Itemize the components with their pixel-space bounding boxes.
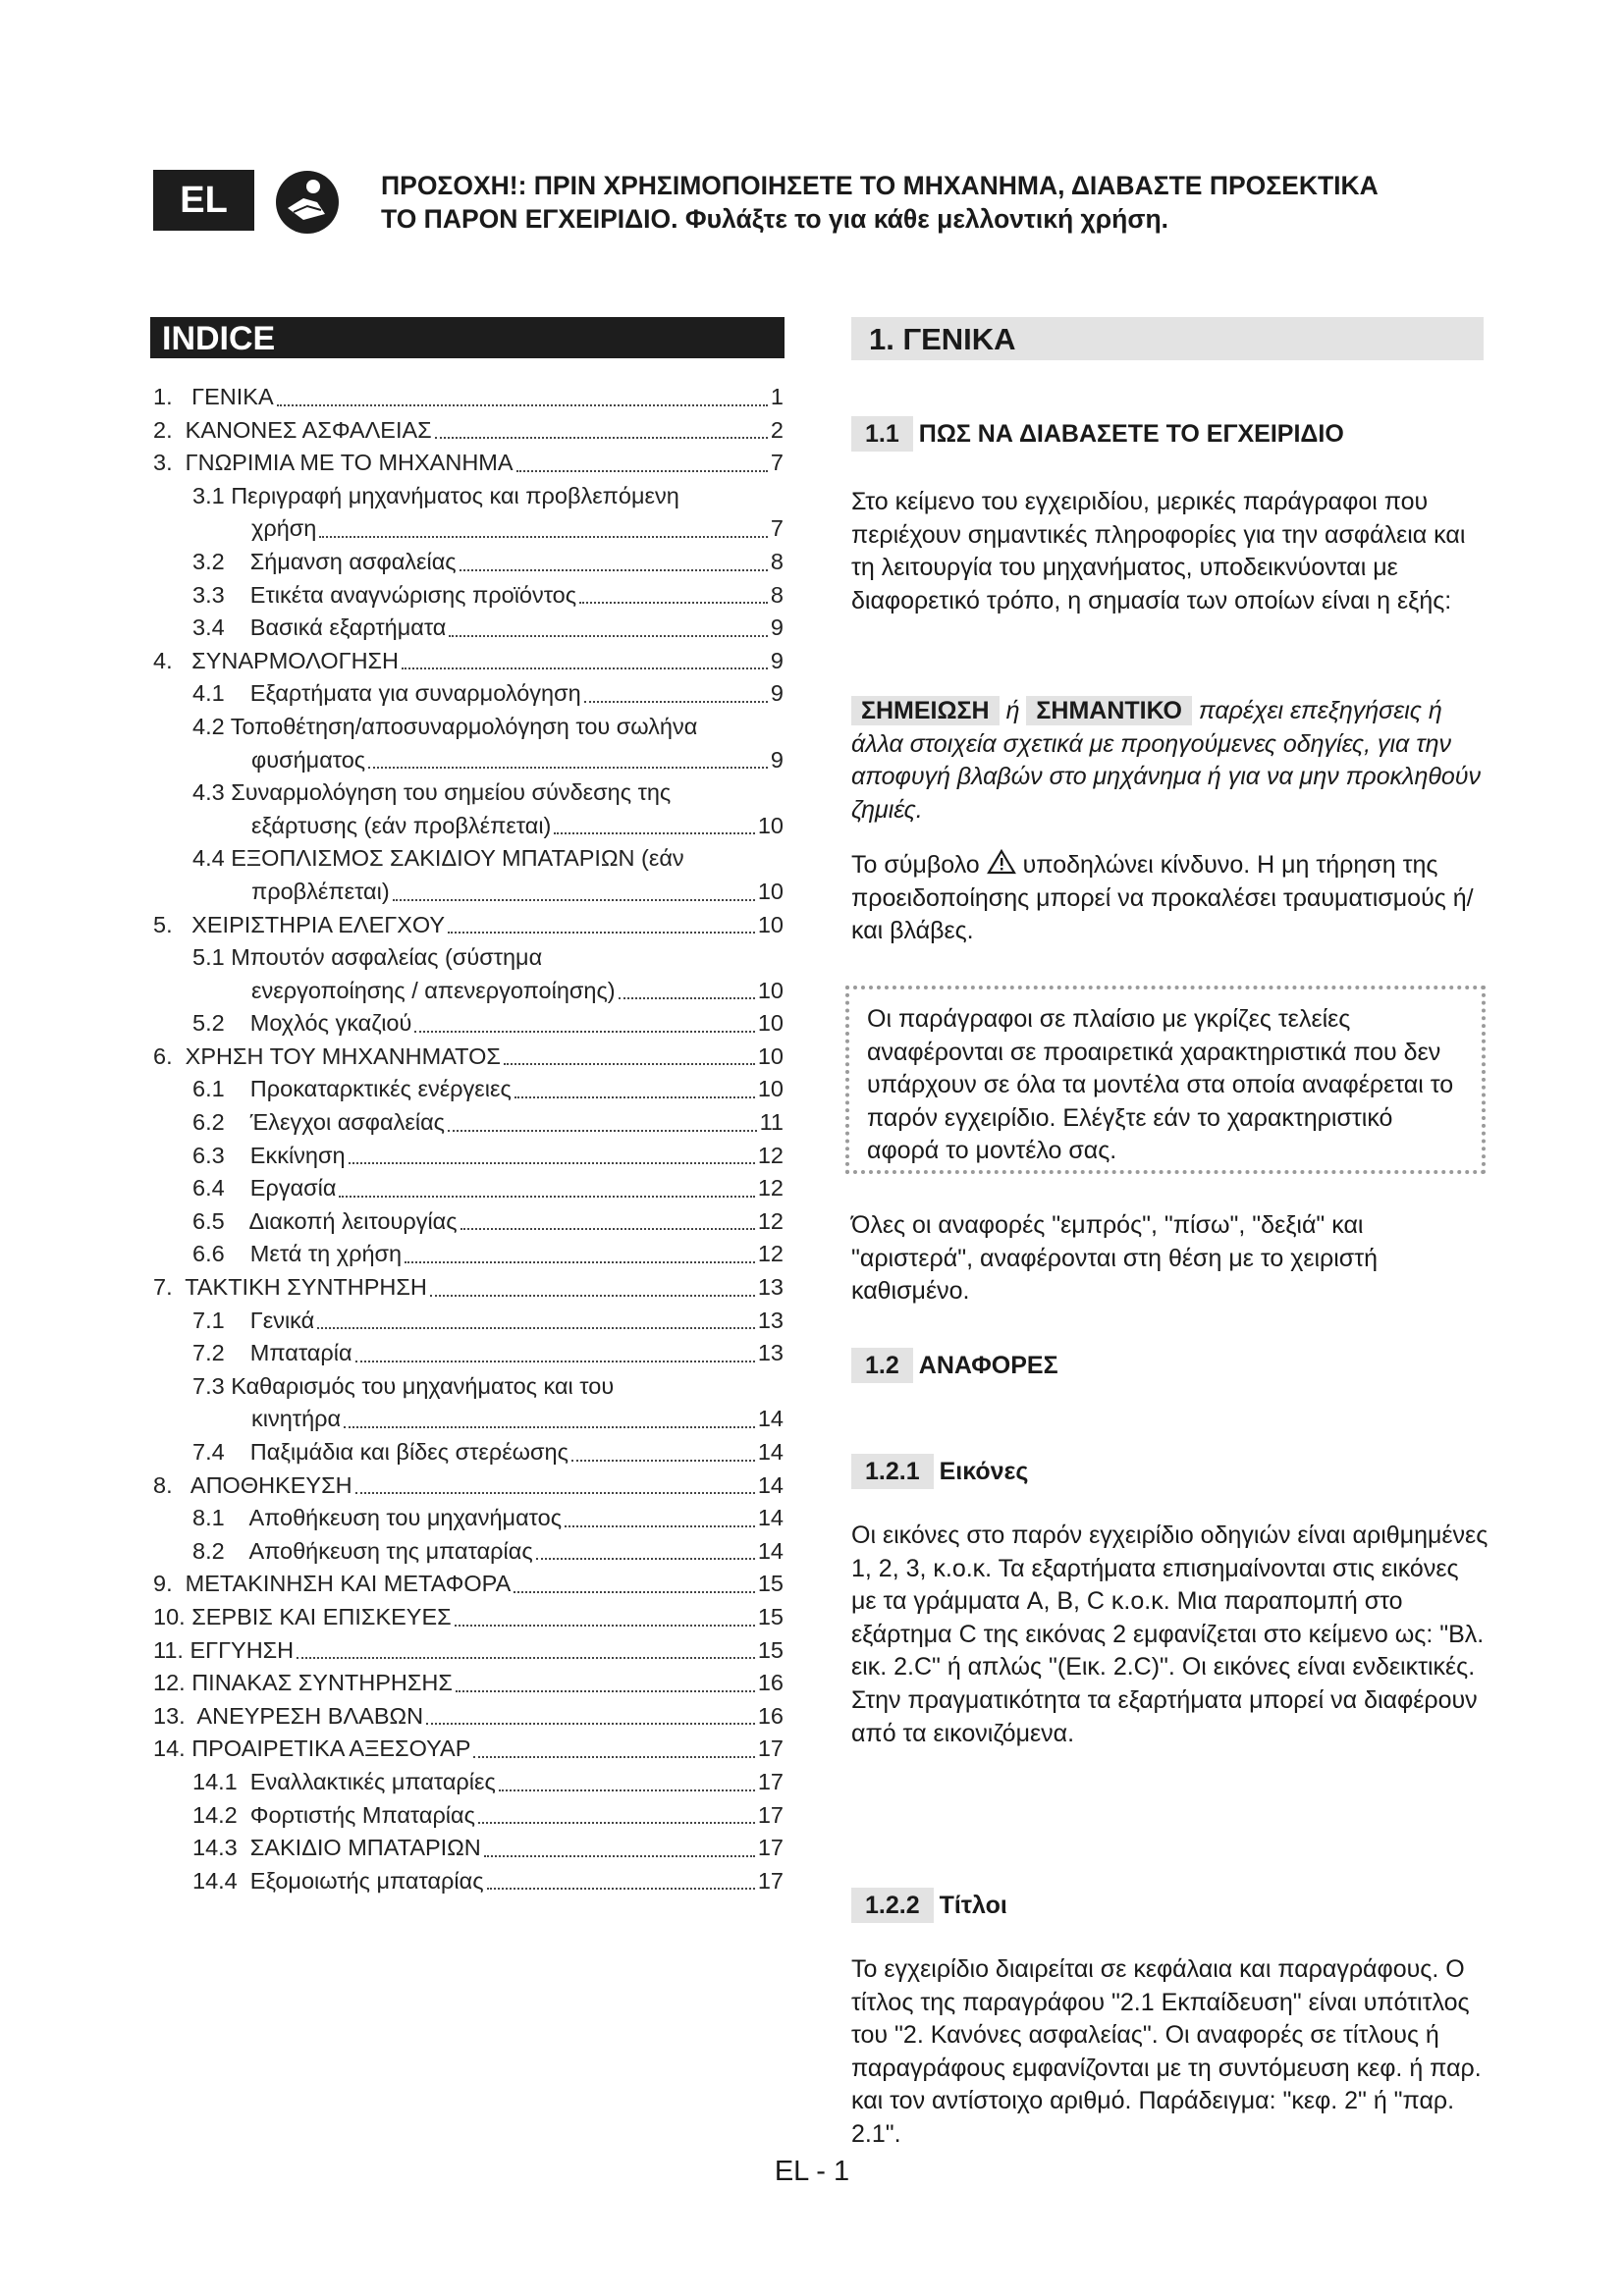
toc-entry-label: 6.1 Προκαταρκτικές ενέργειες xyxy=(192,1076,512,1102)
toc-entry-line: 4.3 Συναρμολόγηση του σημείου σύνδεσης της xyxy=(192,779,672,806)
note-text-1: παρέχει xyxy=(1198,697,1284,724)
toc-entry-label: 7. ΤΑΚΤΙΚΗ ΣΥΝΤΗΡΗΣΗ xyxy=(153,1274,427,1301)
toc-entry-label: 6. ΧΡΗΣΗ ΤΟΥ ΜΗΧΑΝΗΜΑΤΟΣ xyxy=(153,1042,501,1069)
toc-entry[interactable] xyxy=(153,1436,784,1469)
toc-leader-dots xyxy=(516,470,768,472)
toc-entry-label: κινητήρα xyxy=(251,1406,342,1432)
toc-entry-page: 13 xyxy=(757,1340,784,1366)
toc-entry[interactable] xyxy=(153,677,784,711)
toc-leader-dots xyxy=(455,1625,755,1627)
toc-entry[interactable] xyxy=(153,810,784,843)
toc-entry[interactable] xyxy=(153,1403,784,1436)
toc-entry[interactable] xyxy=(153,909,784,942)
toc-entry[interactable] xyxy=(153,1106,784,1140)
toc-entry[interactable] xyxy=(153,645,784,678)
toc-leader-dots xyxy=(317,1327,755,1329)
toc-entry[interactable] xyxy=(153,1073,784,1106)
toc-entry-page: 9 xyxy=(770,680,784,707)
titles-paragraph: Το εγχειρίδιο διαιρείται σε κεφάλαια και παραγράφους. Ο τίτλος της παραγράφου "2.1 Εκπαίδευση" είναι υπότιτλος του "2. Κανόνες ασφαλείας". Οι αναφορές σε τίτλους ή παραγράφους εμφανίζονται με τη συντόμευση κεφ. ή παρ. και τον αντίστοιχο αριθμό. Παράδειγμα: "κεφ. 2" ή "παρ. 2.1". xyxy=(851,1955,1482,2148)
subsection-1-2-heading xyxy=(851,1348,1058,1383)
subsection-number: 1.2 xyxy=(851,1348,913,1383)
toc-leader-dots xyxy=(484,1855,755,1857)
toc-entry-label: 8.2 Αποθήκευση της μπαταρίας xyxy=(192,1537,533,1564)
toc-leader-dots xyxy=(344,1426,755,1428)
toc-leader-dots xyxy=(499,1789,755,1791)
toc-leader-dots xyxy=(460,1228,755,1230)
toc-entry-label: 6.3 Εκκίνηση xyxy=(192,1142,346,1168)
toc-entry-label: 8. ΑΠΟΘΗΚΕΥΣΗ xyxy=(153,1471,352,1498)
toc-entry-label: 6.2 Έλεγχοι ασφαλείας xyxy=(192,1109,445,1136)
toc-entry[interactable] xyxy=(153,1667,784,1700)
toc-entry-page: 12 xyxy=(757,1142,784,1168)
toc-entry[interactable] xyxy=(153,1700,784,1734)
toc-entry-page: 15 xyxy=(757,1571,784,1597)
toc-entry-label: 4. ΣΥΝΑΡΜΟΛΟΓΗΣΗ xyxy=(153,647,400,673)
toc-entry-page: 9 xyxy=(770,746,784,773)
toc-leader-dots xyxy=(355,1492,755,1494)
toc-leader-dots xyxy=(554,832,754,834)
toc-entry-label: 3.2 Σήμανση ασφαλείας xyxy=(192,548,457,574)
toc-leader-dots xyxy=(319,536,768,538)
note-tag: ΣΗΜΕΙΩΣΗ xyxy=(851,696,1000,725)
toc-leader-dots xyxy=(448,932,755,934)
note-important-paragraph xyxy=(851,695,1489,827)
toc-entry-label: 6.6 Μετά τη χρήση xyxy=(192,1241,403,1267)
toc-entry-label: 7.1 Γενικά xyxy=(192,1307,315,1333)
toc-entry[interactable] xyxy=(153,1469,784,1503)
subsection-title: Εικόνες xyxy=(939,1458,1029,1485)
subsection-1-2-2-heading xyxy=(851,1888,1007,1923)
toc-leader-dots xyxy=(504,1063,755,1065)
toc-entry-page: 17 xyxy=(757,1801,784,1828)
toc-entry-label: 5. ΧΕΙΡΙΣΤΗΡΙΑ ΕΛΕΓΧΟΥ xyxy=(153,911,446,937)
toc-leader-dots xyxy=(478,1822,755,1824)
toc-entry-label: 14.4 Εξομοιωτής μπαταρίας xyxy=(192,1867,484,1894)
toc-entry-label: 5.2 Μοχλός γκαζιού xyxy=(192,1010,412,1037)
toc-entry-page: 16 xyxy=(757,1670,784,1696)
toc-entry-label: χρήση xyxy=(251,515,317,542)
page-number: EL - 1 xyxy=(774,2156,850,2187)
toc-leader-dots xyxy=(405,1261,755,1263)
toc-leader-dots xyxy=(339,1196,754,1198)
toc-entry-page: 1 xyxy=(770,384,784,409)
subsection-number: 1.1 xyxy=(851,416,913,452)
toc-entry[interactable] xyxy=(153,744,784,777)
toc-leader-dots xyxy=(514,1591,755,1593)
toc-leader-dots xyxy=(414,1031,755,1033)
toc-entry-label: 6.5 Διακοπή λειτουργίας xyxy=(192,1207,458,1234)
toc-entry[interactable] xyxy=(153,546,784,579)
toc-entry-label: προβλέπεται) xyxy=(251,878,390,904)
toc-entry[interactable] xyxy=(153,1305,784,1338)
toc-entry-page: 2 xyxy=(770,416,784,443)
toc-entry-label: 11. ΕΓΓΥΗΣΗ xyxy=(153,1636,295,1663)
toc-entry-page: 15 xyxy=(757,1636,784,1663)
toc-entry-page: 11 xyxy=(759,1109,784,1136)
toc-entry-label: εξάρτυσης (εάν προβλέπεται) xyxy=(251,812,552,838)
optional-features-box xyxy=(845,986,1486,1174)
toc-entry[interactable] xyxy=(153,1172,784,1205)
section-1-title: 1. ΓΕΝΙΚΑ xyxy=(851,317,1484,360)
toc-title: INDICE xyxy=(150,317,785,358)
toc-entry-page: 17 xyxy=(757,1835,784,1861)
toc-entry-line: 4.2 Τοποθέτηση/αποσυναρμολόγηση του σωλήνα xyxy=(192,713,698,739)
toc-entry-line: 7.3 Καθαρισμός του μηχανήματος και του xyxy=(192,1372,615,1399)
subsection-number: 1.2.1 xyxy=(851,1454,934,1489)
toc-leader-dots xyxy=(456,1690,755,1692)
toc-entry[interactable] xyxy=(153,1502,784,1535)
toc-entry[interactable] xyxy=(153,1271,784,1305)
toc-leader-dots xyxy=(448,1130,757,1132)
toc-leader-dots xyxy=(402,667,768,669)
subsection-1-1-heading xyxy=(851,416,1344,452)
toc-entry-label: 7.2 Μπαταρία xyxy=(192,1340,352,1366)
note-or: ή xyxy=(1005,697,1020,724)
symbol-post: υποδηλώνει κίνδυνο. Η μη τήρηση της προειδοποίησης μπορεί να προκαλέσει τραυματισμούς ή/και βλάβες. xyxy=(851,851,1474,945)
how-to-read-paragraph: Στο κείμενο του εγχειριδίου, μερικές παράγραφοι που περιέχουν σημαντικές πληροφορίες για την ασφάλεια και τη λειτουργία του μηχανήματος, υποδεικνύονται με διαφορετικό τρόπο, η σημασία των οποίων είναι η εξής: xyxy=(851,488,1466,614)
toc-leader-dots xyxy=(619,997,755,999)
toc-entry-page: 14 xyxy=(757,1406,784,1432)
toc-entry-label: 14.2 Φορτιστής Μπαταρίας xyxy=(192,1801,475,1828)
toc-entry-line: 3.1 Περιγραφή μηχανήματος και προβλεπόμενη xyxy=(192,482,679,508)
table-of-contents xyxy=(153,381,784,1897)
toc-entry-page: 14 xyxy=(757,1439,784,1465)
toc-entry-label: 3.4 Βασικά εξαρτήματα xyxy=(192,614,447,641)
toc-leader-dots xyxy=(449,635,768,637)
toc-entry[interactable] xyxy=(153,1799,784,1833)
toc-entry-label: φυσήματος xyxy=(251,746,366,773)
toc-entry-label: 1. ΓΕΝΙΚΑ xyxy=(153,384,274,409)
language-badge: EL xyxy=(153,170,254,231)
toc-entry[interactable] xyxy=(153,381,784,414)
toc-leader-dots xyxy=(368,767,768,769)
toc-entry[interactable] xyxy=(153,1337,784,1370)
toc-entry-label: 8.1 Αποθήκευση του μηχανήματος xyxy=(192,1505,563,1531)
toc-entry[interactable] xyxy=(153,1140,784,1173)
subsection-number: 1.2.2 xyxy=(851,1888,934,1923)
toc-entry[interactable] xyxy=(153,1568,784,1601)
toc-entry-label: 2. ΚΑΝΟΝΕΣ ΑΣΦΑΛΕΙΑΣ xyxy=(153,416,432,443)
toc-entry-page: 14 xyxy=(757,1471,784,1498)
toc-entry-page: 12 xyxy=(757,1175,784,1201)
danger-symbol-paragraph xyxy=(851,849,1489,948)
optional-box-text: Οι παράγραφοι σε πλαίσιο με γκρίζες τελείες αναφέρονται σε προαιρετικά χαρακτηριστικά που δεν υπάρχουν σε όλα τα μοντέλα στα οποία αναφέρεται το παρόν εγχειρίδιο. Ελέγξτε εάν το χαρακτηριστικό αφορά το μοντέλο σας. xyxy=(867,1005,1454,1165)
toc-entry-page: 13 xyxy=(757,1274,784,1301)
subsection-title: ΑΝΑΦΟΡΕΣ xyxy=(918,1352,1058,1379)
toc-entry-page: 10 xyxy=(757,1010,784,1037)
warning-line-2: ΤΟ ΠΑΡΟΝ ΕΓΧΕΙΡΙΔΙΟ. Φυλάξτε το για κάθε μελλοντική χρήση. xyxy=(381,204,1169,234)
toc-entry[interactable] xyxy=(153,414,784,448)
toc-entry-label: 13. ΑΝΕΥΡΕΣΗ ΒΛΑΒΩΝ xyxy=(153,1702,424,1729)
toc-entry-label: 12. ΠΙΝΑΚΑΣ ΣΥΝΤΗΡΗΣΗΣ xyxy=(153,1670,453,1696)
toc-leader-dots xyxy=(435,437,768,439)
toc-entry-line: 5.1 Μπουτόν ασφαλείας (σύστημα xyxy=(192,944,543,971)
toc-entry-page: 13 xyxy=(757,1307,784,1333)
toc-leader-dots xyxy=(514,1096,755,1098)
toc-entry-label: 14.3 ΣΑΚΙΔΙΟ ΜΠΑΤΑΡΙΩΝ xyxy=(192,1835,481,1861)
toc-entry-page: 7 xyxy=(770,450,784,476)
toc-entry-page: 10 xyxy=(757,1076,784,1102)
toc-leader-dots xyxy=(297,1657,755,1659)
toc-leader-dots xyxy=(393,899,755,901)
toc-entry-page: 14 xyxy=(757,1505,784,1531)
toc-entry-page: 10 xyxy=(757,1042,784,1069)
toc-entry-page: 15 xyxy=(757,1603,784,1629)
subsection-title: Τίτλοι xyxy=(939,1892,1007,1919)
toc-entry-page: 17 xyxy=(757,1768,784,1794)
important-tag: ΣΗΜΑΝΤΙΚΟ xyxy=(1026,696,1192,725)
toc-entry[interactable] xyxy=(153,1535,784,1569)
toc-entry-label: 6.4 Εργασία xyxy=(192,1175,337,1201)
toc-entry-page: 17 xyxy=(757,1735,784,1762)
toc-entry-page: 10 xyxy=(757,812,784,838)
toc-entry[interactable] xyxy=(153,1041,784,1074)
figures-paragraph: Οι εικόνες στο παρόν εγχειρίδιο οδηγιών είναι αριθμημένες 1, 2, 3, κ.ο.κ. Τα εξαρτήματα επισημαίνονται στις εικόνες με τα γράμματα A, B, C κ.ο.κ. Μια παραπομπή στο εξάρτημα C της εικόνας 2 εμφανίζεται στο κείμενο ως: "Βλ. εικ. 2.C" ή απλώς "(Εικ. 2.C)". Οι εικόνες είναι ενδεικτικές. Στην πραγματικότητα τα εξαρτήματα μπορεί να διαφέρουν από τα εικονιζόμενα. xyxy=(851,1522,1489,1747)
toc-entry-label: 10. ΣΕΡΒΙΣ ΚΑΙ ΕΠΙΣΚΕΥΕΣ xyxy=(153,1603,452,1629)
read-manual-icon xyxy=(274,169,341,236)
toc-leader-dots xyxy=(579,602,768,604)
toc-entry[interactable] xyxy=(153,512,784,546)
toc-entry[interactable] xyxy=(153,975,784,1008)
note-text-2: επεξηγήσεις ή άλλα στοιχεία σχετικά με προηγούμενες οδηγίες, για την αποφυγή βλαβών στο μηχάνημα ή για να μην προκληθούν ζημιές. xyxy=(851,697,1482,824)
toc-entry-page: 7 xyxy=(770,515,784,542)
toc-entry[interactable] xyxy=(153,1238,784,1271)
toc-entry-label: 7.4 Παξιμάδια και βίδες στερέωσης xyxy=(192,1439,568,1465)
toc-entry-label: ενεργοποίησης / απενεργοποίησης) xyxy=(251,977,616,1003)
toc-leader-dots xyxy=(277,404,768,406)
toc-entry[interactable] xyxy=(153,1205,784,1239)
toc-entry-label: 3. ΓΝΩΡΙΜΙΑ ΜΕ ΤΟ ΜΗΧΑΝΗΜΑ xyxy=(153,450,514,476)
toc-entry-label: 4.1 Εξαρτήματα για συναρμολόγηση xyxy=(192,680,581,707)
toc-leader-dots xyxy=(571,1460,755,1462)
safety-warning xyxy=(381,169,1461,236)
toc-entry-page: 9 xyxy=(770,647,784,673)
toc-entry-page: 17 xyxy=(757,1867,784,1894)
toc-entry-page: 12 xyxy=(757,1241,784,1267)
toc-entry[interactable] xyxy=(153,447,784,480)
toc-entry-line: 4.4 ΕΞΟΠΛΙΣΜΟΣ ΣΑΚΙΔΙΟΥ ΜΠΑΤΑΡΙΩΝ (εάν xyxy=(192,845,684,872)
toc-entry[interactable] xyxy=(153,579,784,613)
toc-entry[interactable] xyxy=(153,1832,784,1865)
toc-leader-dots xyxy=(487,1888,755,1890)
toc-entry-label: 14.1 Εναλλακτικές μπαταρίες xyxy=(192,1768,496,1794)
toc-leader-dots xyxy=(426,1723,755,1725)
toc-leader-dots xyxy=(584,701,768,703)
toc-entry[interactable] xyxy=(153,876,784,909)
toc-leader-dots xyxy=(536,1558,755,1560)
toc-entry-page: 10 xyxy=(757,977,784,1003)
toc-entry-page: 8 xyxy=(770,548,784,574)
toc-leader-dots xyxy=(565,1525,755,1527)
toc-entry-page: 12 xyxy=(757,1207,784,1234)
subsection-title: ΠΩΣ ΝΑ ΔΙΑΒΑΣΕΤΕ ΤΟ ΕΓΧΕΙΡΙΔΙΟ xyxy=(918,420,1344,448)
toc-leader-dots xyxy=(460,569,768,571)
toc-entry[interactable] xyxy=(153,1007,784,1041)
toc-entry-page: 10 xyxy=(757,911,784,937)
symbol-pre: Το σύμβολο xyxy=(851,851,980,879)
toc-leader-dots xyxy=(473,1756,754,1758)
toc-entry-label: 3.3 Ετικέτα αναγνώρισης προϊόντος xyxy=(192,581,577,608)
toc-leader-dots xyxy=(430,1295,755,1297)
toc-entry[interactable] xyxy=(153,1601,784,1634)
toc-entry[interactable] xyxy=(153,1766,784,1799)
toc-entry[interactable] xyxy=(153,1733,784,1766)
position-references-paragraph: Όλες οι αναφορές "εμπρός", "πίσω", "δεξιά" και "αριστερά", αναφέρονται στη θέση με το χειριστή καθισμένο. xyxy=(851,1211,1379,1306)
toc-leader-dots xyxy=(355,1361,755,1362)
warning-line-1: ΠΡΟΣΟΧΗ!: ΠΡΙΝ ΧΡΗΣΙΜΟΠΟΙΗΣΕΤΕ ΤΟ ΜΗΧΑΝΗΜΑ, ΔΙΑΒΑΣΤΕ ΠΡΟΣΕΚΤΙΚΑ xyxy=(381,171,1379,200)
toc-entry[interactable] xyxy=(153,612,784,645)
toc-entry-page: 8 xyxy=(770,581,784,608)
subsection-1-2-1-heading xyxy=(851,1454,1028,1489)
toc-entry-page: 9 xyxy=(770,614,784,641)
toc-entry-label: 14. ΠΡΟΑΙΡΕΤΙΚΑ ΑΞΕΣΟΥΑΡ xyxy=(153,1735,471,1762)
toc-entry-page: 10 xyxy=(757,878,784,904)
danger-triangle-icon xyxy=(987,849,1016,875)
toc-leader-dots xyxy=(349,1162,755,1164)
toc-entry-page: 16 xyxy=(757,1702,784,1729)
toc-entry[interactable] xyxy=(153,1865,784,1898)
toc-entry-page: 14 xyxy=(757,1537,784,1564)
toc-entry-label: 9. ΜΕΤΑΚΙΝΗΣΗ ΚΑΙ ΜΕΤΑΦΟΡΑ xyxy=(153,1571,512,1597)
toc-entry[interactable] xyxy=(153,1634,784,1668)
